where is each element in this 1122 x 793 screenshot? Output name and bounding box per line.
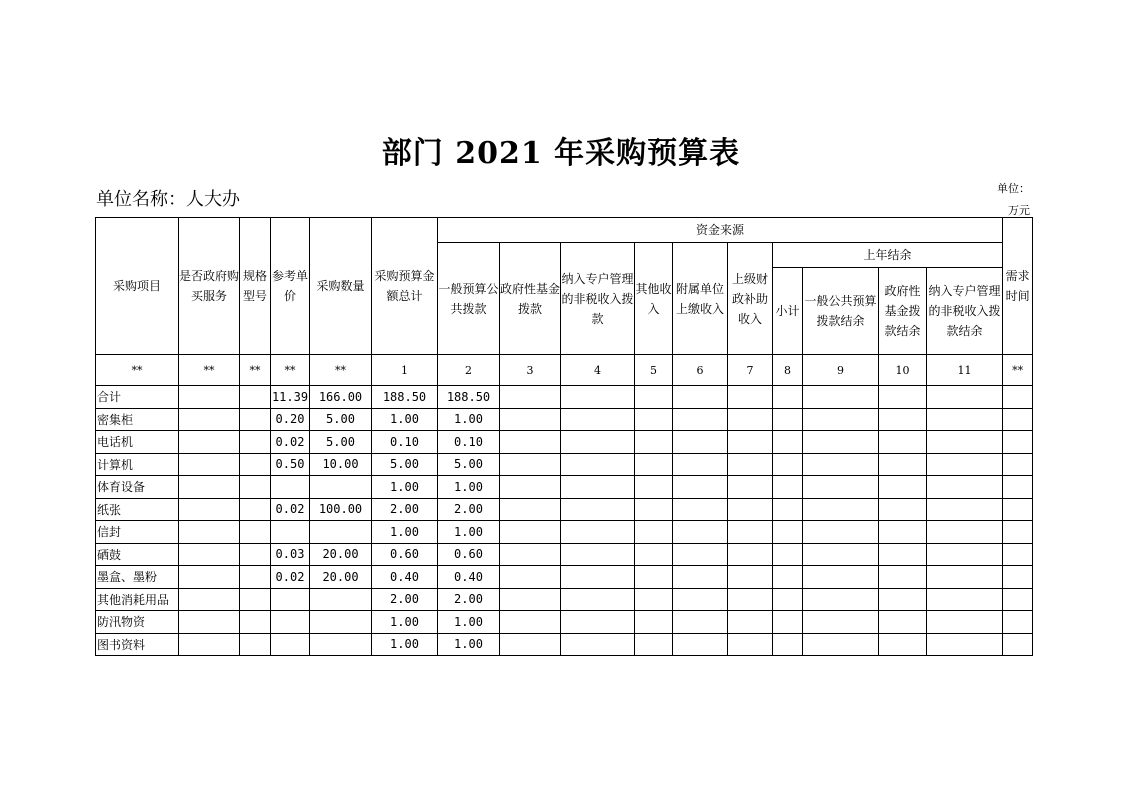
index-cell: 1 — [372, 355, 438, 386]
cell-empty — [879, 476, 927, 499]
unit-label — [997, 178, 1030, 222]
cell-empty — [500, 633, 561, 656]
cell-empty — [879, 566, 927, 589]
cell-empty — [927, 453, 1003, 476]
index-cell: 4 — [561, 355, 635, 386]
cell-empty — [1003, 476, 1033, 499]
cell-empty — [240, 566, 271, 589]
cell-total: 188.50 — [372, 386, 438, 409]
cell-empty — [673, 521, 728, 544]
unit-label-line2: 万元 — [1008, 204, 1030, 217]
cell-empty — [773, 588, 803, 611]
cell-empty — [561, 498, 635, 521]
cell-name: 合计 — [96, 386, 179, 409]
index-cell: 6 — [673, 355, 728, 386]
cell-general: 1.00 — [438, 408, 500, 431]
cell-empty — [1003, 521, 1033, 544]
header-other-income: 其他收入 — [635, 243, 673, 355]
cell-empty — [803, 611, 879, 634]
cell-empty — [240, 453, 271, 476]
header-affiliated: 附属单位上缴收入 — [673, 243, 728, 355]
cell-empty — [803, 453, 879, 476]
header-superior-subsidy: 上级财政补助收入 — [728, 243, 773, 355]
cell-total: 2.00 — [372, 588, 438, 611]
cell-empty — [500, 386, 561, 409]
cell-empty — [927, 476, 1003, 499]
cell-empty — [728, 386, 773, 409]
cell-empty — [635, 386, 673, 409]
index-cell: 7 — [728, 355, 773, 386]
cell-qty: 166.00 — [310, 386, 372, 409]
index-cell: ** — [1003, 355, 1033, 386]
cell-empty — [728, 543, 773, 566]
cell-general: 0.60 — [438, 543, 500, 566]
cell-empty — [803, 476, 879, 499]
cell-empty — [927, 588, 1003, 611]
cell-total: 0.40 — [372, 566, 438, 589]
unit-name: 单位名称：人大办 — [96, 189, 240, 210]
table-row — [96, 431, 1033, 454]
header-special-nontax-balance: 纳入专户管理的非税收入拨款结余 — [927, 268, 1003, 355]
header-fund-source: 资金来源 — [438, 218, 1003, 243]
cell-empty — [179, 588, 240, 611]
table-row — [96, 408, 1033, 431]
header-gov-fund: 政府性基金拨款 — [500, 243, 561, 355]
cell-empty — [927, 498, 1003, 521]
cell-empty — [1003, 408, 1033, 431]
cell-empty — [500, 566, 561, 589]
cell-name: 信封 — [96, 521, 179, 544]
cell-empty — [879, 386, 927, 409]
cell-qty: 5.00 — [310, 431, 372, 454]
cell-empty — [673, 386, 728, 409]
index-cell: ** — [96, 355, 179, 386]
cell-qty — [310, 476, 372, 499]
cell-empty — [635, 408, 673, 431]
index-cell: ** — [240, 355, 271, 386]
cell-empty — [927, 611, 1003, 634]
cell-total: 1.00 — [372, 476, 438, 499]
cell-empty — [773, 431, 803, 454]
cell-empty — [500, 611, 561, 634]
cell-empty — [500, 408, 561, 431]
cell-empty — [240, 498, 271, 521]
cell-price — [271, 633, 310, 656]
cell-empty — [561, 611, 635, 634]
cell-empty — [773, 633, 803, 656]
cell-empty — [879, 498, 927, 521]
cell-empty — [803, 431, 879, 454]
cell-qty: 10.00 — [310, 453, 372, 476]
cell-empty — [879, 633, 927, 656]
cell-empty — [1003, 498, 1033, 521]
cell-name: 纸张 — [96, 498, 179, 521]
table-row — [96, 633, 1033, 656]
cell-name: 电话机 — [96, 431, 179, 454]
cell-name: 密集柜 — [96, 408, 179, 431]
cell-general: 0.10 — [438, 431, 500, 454]
cell-name: 防汛物资 — [96, 611, 179, 634]
cell-empty — [673, 498, 728, 521]
cell-name: 图书资料 — [96, 633, 179, 656]
cell-name: 体育设备 — [96, 476, 179, 499]
cell-empty — [728, 588, 773, 611]
cell-empty — [179, 611, 240, 634]
cell-empty — [561, 633, 635, 656]
cell-empty — [500, 543, 561, 566]
cell-empty — [773, 408, 803, 431]
cell-empty — [500, 431, 561, 454]
index-cell: ** — [310, 355, 372, 386]
cell-empty — [240, 543, 271, 566]
cell-empty — [803, 633, 879, 656]
index-cell: 11 — [927, 355, 1003, 386]
cell-general: 1.00 — [438, 476, 500, 499]
cell-empty — [240, 386, 271, 409]
unit-label-line1: 单位： — [997, 182, 1030, 195]
index-cell: 5 — [635, 355, 673, 386]
cell-total: 1.00 — [372, 521, 438, 544]
cell-empty — [635, 498, 673, 521]
cell-empty — [728, 498, 773, 521]
cell-empty — [927, 521, 1003, 544]
cell-empty — [879, 543, 927, 566]
index-cell: 8 — [773, 355, 803, 386]
cell-empty — [561, 566, 635, 589]
cell-empty — [240, 521, 271, 544]
table-row — [96, 611, 1033, 634]
cell-empty — [635, 476, 673, 499]
cell-empty — [240, 611, 271, 634]
cell-general: 0.40 — [438, 566, 500, 589]
cell-empty — [500, 476, 561, 499]
page-title: 部门 2021 年采购预算表 — [381, 136, 741, 171]
cell-name: 计算机 — [96, 453, 179, 476]
cell-empty — [240, 633, 271, 656]
cell-empty — [803, 588, 879, 611]
cell-price: 11.39 — [271, 386, 310, 409]
cell-empty — [179, 498, 240, 521]
table-row — [96, 476, 1033, 499]
table-row — [96, 566, 1033, 589]
cell-empty — [635, 611, 673, 634]
cell-empty — [728, 566, 773, 589]
cell-empty — [879, 408, 927, 431]
cell-empty — [728, 521, 773, 544]
cell-empty — [240, 408, 271, 431]
table-row — [96, 498, 1033, 521]
cell-empty — [773, 611, 803, 634]
header-special-nontax: 纳入专户管理的非税收入拨款 — [561, 243, 635, 355]
cell-total: 1.00 — [372, 633, 438, 656]
header-item: 采购项目 — [96, 218, 179, 355]
cell-empty — [728, 453, 773, 476]
cell-empty — [773, 498, 803, 521]
header-gov-fund-balance: 政府性基金拨款结余 — [879, 268, 927, 355]
cell-empty — [635, 521, 673, 544]
cell-empty — [673, 431, 728, 454]
cell-empty — [673, 543, 728, 566]
header-last-year-balance: 上年结余 — [773, 243, 1003, 268]
cell-empty — [773, 566, 803, 589]
cell-total: 0.60 — [372, 543, 438, 566]
cell-name: 墨盒、墨粉 — [96, 566, 179, 589]
cell-price — [271, 476, 310, 499]
cell-empty — [1003, 386, 1033, 409]
cell-empty — [803, 408, 879, 431]
cell-empty — [500, 453, 561, 476]
cell-empty — [561, 521, 635, 544]
cell-price: 0.50 — [271, 453, 310, 476]
cell-empty — [773, 386, 803, 409]
cell-empty — [179, 543, 240, 566]
cell-qty — [310, 633, 372, 656]
cell-general: 1.00 — [438, 521, 500, 544]
cell-general: 2.00 — [438, 588, 500, 611]
cell-general: 188.50 — [438, 386, 500, 409]
table-row — [96, 543, 1033, 566]
cell-empty — [879, 588, 927, 611]
cell-empty — [635, 633, 673, 656]
cell-empty — [635, 431, 673, 454]
cell-empty — [673, 453, 728, 476]
cell-empty — [561, 386, 635, 409]
cell-empty — [728, 611, 773, 634]
cell-qty — [310, 611, 372, 634]
index-cell: ** — [179, 355, 240, 386]
cell-price — [271, 521, 310, 544]
index-cell: 9 — [803, 355, 879, 386]
cell-empty — [179, 566, 240, 589]
cell-empty — [803, 386, 879, 409]
table-row — [96, 588, 1033, 611]
cell-empty — [1003, 611, 1033, 634]
cell-empty — [1003, 633, 1033, 656]
cell-empty — [927, 633, 1003, 656]
cell-name: 硒鼓 — [96, 543, 179, 566]
cell-empty — [673, 633, 728, 656]
cell-empty — [635, 588, 673, 611]
header-total: 采购预算金额总计 — [372, 218, 438, 355]
cell-price: 0.02 — [271, 566, 310, 589]
cell-empty — [803, 498, 879, 521]
index-cell: ** — [271, 355, 310, 386]
cell-empty — [673, 588, 728, 611]
header-gov-purchase: 是否政府购买服务 — [179, 218, 240, 355]
cell-general: 1.00 — [438, 633, 500, 656]
cell-empty — [773, 476, 803, 499]
header-subtotal: 小计 — [773, 268, 803, 355]
cell-empty — [927, 566, 1003, 589]
cell-empty — [728, 476, 773, 499]
cell-empty — [673, 611, 728, 634]
cell-qty — [310, 521, 372, 544]
cell-empty — [635, 453, 673, 476]
cell-qty: 5.00 — [310, 408, 372, 431]
cell-empty — [673, 476, 728, 499]
cell-qty: 20.00 — [310, 543, 372, 566]
cell-empty — [179, 633, 240, 656]
cell-empty — [879, 431, 927, 454]
cell-empty — [179, 453, 240, 476]
cell-empty — [673, 566, 728, 589]
cell-empty — [1003, 566, 1033, 589]
index-row — [96, 355, 1033, 386]
index-cell: 10 — [879, 355, 927, 386]
table-row — [96, 453, 1033, 476]
cell-price: 0.02 — [271, 498, 310, 521]
cell-general: 2.00 — [438, 498, 500, 521]
cell-empty — [803, 566, 879, 589]
header-ref-price: 参考单价 — [271, 218, 310, 355]
cell-empty — [561, 408, 635, 431]
cell-empty — [673, 408, 728, 431]
cell-empty — [803, 521, 879, 544]
cell-empty — [635, 566, 673, 589]
cell-empty — [879, 611, 927, 634]
cell-empty — [240, 476, 271, 499]
cell-empty — [500, 588, 561, 611]
cell-empty — [773, 521, 803, 544]
index-cell: 2 — [438, 355, 500, 386]
cell-empty — [728, 633, 773, 656]
table-row — [96, 386, 1033, 409]
cell-empty — [879, 453, 927, 476]
index-cell: 3 — [500, 355, 561, 386]
cell-total: 2.00 — [372, 498, 438, 521]
cell-empty — [1003, 453, 1033, 476]
cell-qty: 100.00 — [310, 498, 372, 521]
cell-total: 1.00 — [372, 611, 438, 634]
cell-empty — [728, 431, 773, 454]
cell-price: 0.20 — [271, 408, 310, 431]
cell-price: 0.03 — [271, 543, 310, 566]
cell-empty — [1003, 543, 1033, 566]
cell-empty — [927, 386, 1003, 409]
header-spec: 规格型号 — [240, 218, 271, 355]
header-quantity: 采购数量 — [310, 218, 372, 355]
cell-empty — [561, 543, 635, 566]
cell-empty — [561, 431, 635, 454]
cell-empty — [179, 476, 240, 499]
cell-empty — [927, 543, 1003, 566]
cell-empty — [879, 521, 927, 544]
cell-empty — [803, 543, 879, 566]
cell-general: 1.00 — [438, 611, 500, 634]
cell-empty — [240, 588, 271, 611]
cell-empty — [728, 408, 773, 431]
cell-qty: 20.00 — [310, 566, 372, 589]
cell-empty — [927, 431, 1003, 454]
header-demand-time: 需求时间 — [1003, 218, 1033, 355]
cell-name: 其他消耗用品 — [96, 588, 179, 611]
cell-price — [271, 611, 310, 634]
cell-total: 1.00 — [372, 408, 438, 431]
cell-empty — [179, 431, 240, 454]
cell-empty — [561, 453, 635, 476]
cell-price — [271, 588, 310, 611]
cell-empty — [561, 476, 635, 499]
cell-price: 0.02 — [271, 431, 310, 454]
cell-general: 5.00 — [438, 453, 500, 476]
cell-empty — [1003, 588, 1033, 611]
cell-empty — [561, 588, 635, 611]
cell-empty — [500, 521, 561, 544]
cell-total: 5.00 — [372, 453, 438, 476]
cell-empty — [179, 521, 240, 544]
cell-total: 0.10 — [372, 431, 438, 454]
budget-table — [95, 217, 1033, 656]
cell-empty — [179, 386, 240, 409]
cell-empty — [240, 431, 271, 454]
cell-empty — [1003, 431, 1033, 454]
cell-empty — [773, 543, 803, 566]
cell-empty — [179, 408, 240, 431]
cell-empty — [635, 543, 673, 566]
table-row — [96, 521, 1033, 544]
header-general-balance: 一般公共预算拨款结余 — [803, 268, 879, 355]
cell-empty — [927, 408, 1003, 431]
cell-qty — [310, 588, 372, 611]
cell-empty — [500, 498, 561, 521]
cell-empty — [773, 453, 803, 476]
header-general-budget: 一般预算公共拨款 — [438, 243, 500, 355]
